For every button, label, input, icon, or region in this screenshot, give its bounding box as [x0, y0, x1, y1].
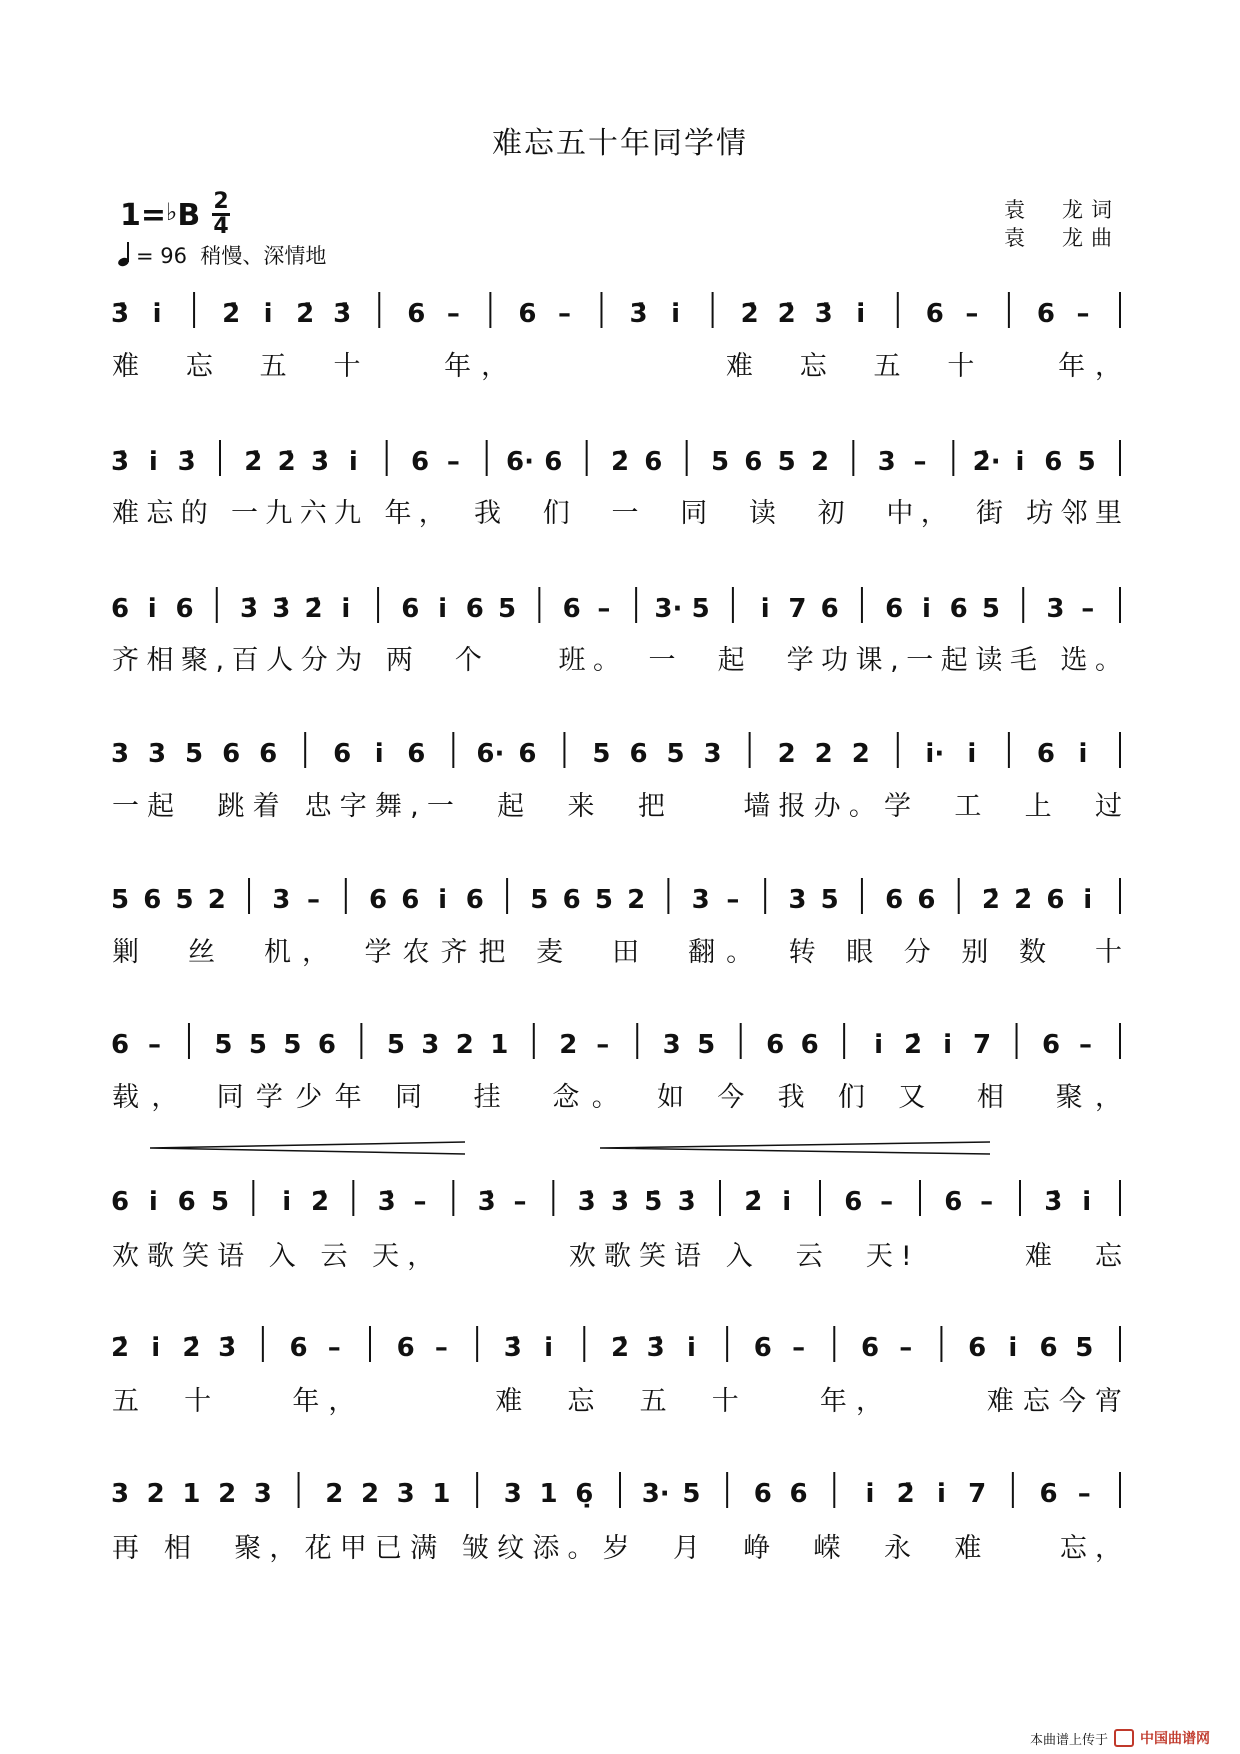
note: 6: [753, 1333, 772, 1363]
lyric-line: 五 十 年， 难 忘 五 十 年， 难忘今宵: [112, 1386, 1122, 1417]
note: 5: [682, 1479, 701, 1509]
note: 2̇·: [972, 447, 1001, 477]
note: –: [965, 299, 979, 329]
note: i̇: [1083, 885, 1093, 915]
note: 1: [182, 1479, 201, 1509]
note: 3·: [641, 1479, 670, 1509]
note: 3̇: [677, 1187, 696, 1217]
note: 6: [1041, 1030, 1061, 1060]
note: 7: [788, 594, 807, 624]
note: i̇: [1082, 1187, 1092, 1217]
note: i̇: [874, 1030, 884, 1060]
note: 6: [110, 1187, 130, 1217]
note: 2̇: [310, 1187, 330, 1217]
note: 3̇: [177, 447, 196, 477]
note: 5: [777, 447, 796, 477]
note: –: [1076, 299, 1090, 329]
note: i̇: [438, 594, 448, 624]
note: 3̇: [814, 299, 833, 329]
note: 5: [691, 594, 710, 624]
note: 5: [530, 885, 549, 915]
note: i̇: [671, 299, 681, 329]
note: 2̇: [1014, 885, 1033, 915]
note: i̇: [348, 447, 358, 477]
note: 6: [860, 1333, 880, 1363]
note: 2: [360, 1479, 380, 1509]
note: 2̇: [744, 1187, 763, 1217]
lyric-line: 难忘的 一九六九 年， 我 们 一 同 读 初 中， 街 坊邻里: [112, 498, 1122, 529]
note: 5: [710, 447, 730, 477]
note: 6: [396, 1333, 415, 1363]
note: –: [557, 299, 571, 329]
note: 3̇: [646, 1333, 665, 1363]
lyric-line: 载， 同学少年 同 挂 念。 如 今 我 们 又 相 聚，: [112, 1082, 1122, 1113]
note: 6: [562, 885, 581, 915]
note: i̇: [151, 1333, 161, 1363]
page-title: 难忘五十年同学情: [492, 126, 748, 161]
note: 5: [666, 739, 685, 769]
note: 6: [885, 594, 904, 624]
note: –: [792, 1333, 806, 1363]
note: 2̇: [110, 1333, 130, 1363]
note: i̇: [865, 1479, 875, 1509]
note: 2̇: [222, 299, 241, 329]
note: –: [434, 1333, 448, 1363]
note: 2: [814, 739, 833, 769]
note: i̇: [341, 594, 351, 624]
note: 3̇: [310, 447, 330, 477]
note: 3̇: [239, 594, 259, 624]
note: 6: [544, 447, 563, 477]
tempo-expression: 稍慢、深情地: [200, 244, 327, 268]
site-name: 中国曲谱网: [1140, 1731, 1210, 1747]
lyric-line: 剿 丝 机， 学农齐把 麦 田 翻。 转 眼 分 别 数 十: [112, 937, 1122, 968]
note: i̇: [856, 299, 866, 329]
note: 6: [766, 1030, 785, 1060]
note: –: [1079, 1030, 1093, 1060]
note: 6: [410, 447, 430, 477]
note: –: [1077, 1479, 1091, 1509]
note: 3̇: [333, 299, 352, 329]
note: i̇: [936, 1479, 946, 1509]
note: i̇: [148, 1187, 158, 1217]
note: –: [980, 1187, 994, 1217]
note: 2: [146, 1479, 165, 1509]
note: 3̇: [1044, 1187, 1063, 1217]
note: 2̇: [610, 1333, 630, 1363]
note: 3: [877, 447, 896, 477]
note: 5: [185, 739, 204, 769]
note: 2: [559, 1030, 578, 1060]
note: –: [327, 1333, 341, 1363]
note: 6: [644, 447, 663, 477]
note: 5: [592, 739, 611, 769]
note: i̇: [760, 594, 770, 624]
note: 5: [498, 594, 517, 624]
note: 5: [110, 885, 130, 915]
note: 6: [175, 594, 194, 624]
note: –: [899, 1333, 913, 1363]
note: 5: [386, 1030, 405, 1060]
note: i̇: [686, 1333, 696, 1363]
lyricist-credit: 袁 龙词: [1004, 198, 1120, 222]
note: 2̇: [296, 299, 315, 329]
note: 5: [283, 1030, 302, 1060]
note: –: [880, 1187, 894, 1217]
note: 3: [662, 1030, 681, 1060]
note: 6: [789, 1479, 808, 1509]
note: 2̇: [610, 447, 630, 477]
note: 5: [210, 1187, 230, 1217]
note: 6: [333, 739, 352, 769]
note: 2̇: [304, 594, 323, 624]
note: 1: [490, 1030, 509, 1060]
note: 3̇: [110, 299, 130, 329]
note: i̇: [148, 447, 158, 477]
note: 3: [788, 885, 807, 915]
note: 2: [851, 739, 870, 769]
note: 5: [248, 1030, 267, 1060]
note: 6: [1039, 1333, 1058, 1363]
note: –: [147, 1030, 161, 1060]
note: –: [726, 885, 740, 915]
note: 6̣: [575, 1479, 594, 1509]
note: –: [1081, 594, 1095, 624]
note: 3̇: [577, 1187, 596, 1217]
note: i̇: [374, 739, 384, 769]
note: 3̇: [477, 1187, 496, 1217]
note: 2̇: [896, 1479, 915, 1509]
note: i̇: [282, 1187, 292, 1217]
note: 6: [407, 299, 426, 329]
note: 6: [949, 594, 968, 624]
note: 3̇: [110, 447, 130, 477]
note: 6: [820, 594, 839, 624]
note: i̇·: [925, 739, 945, 769]
note: 6: [885, 885, 904, 915]
note: 3: [110, 1479, 130, 1509]
note: i̇: [967, 739, 977, 769]
note: 6: [753, 1479, 772, 1509]
note: 6: [917, 885, 936, 915]
note: 3: [1046, 594, 1065, 624]
note: 6: [968, 1333, 987, 1363]
note: 6·: [506, 447, 534, 477]
note: –: [446, 447, 460, 477]
note: 3: [110, 739, 130, 769]
footer: [1030, 1728, 1210, 1748]
flat-sign: ♭: [166, 198, 178, 226]
note: 3̇: [272, 594, 291, 624]
note: –: [307, 885, 321, 915]
note: 3̇: [610, 1187, 630, 1217]
note: 2̇: [277, 447, 296, 477]
hairpin: [150, 1142, 465, 1154]
note: 2: [218, 1479, 237, 1509]
composer-credit: 袁 龙曲: [1004, 226, 1120, 250]
meter-top: 2: [213, 189, 229, 214]
note: 6: [629, 739, 648, 769]
note: 6: [518, 299, 537, 329]
note: i̇: [943, 1030, 953, 1060]
note: 2: [777, 739, 796, 769]
note: 5: [981, 594, 1001, 624]
upload-text: 本曲谱上传于: [1029, 1732, 1108, 1748]
note: 1: [432, 1479, 451, 1509]
note: 3: [253, 1479, 272, 1509]
note: 6: [1036, 299, 1055, 329]
lyric-line: 齐相聚,百人分为 两 个 班。 一 起 学功课,一起读毛 选。: [112, 645, 1122, 676]
note: 6: [407, 739, 426, 769]
lyric-line: 再 相 聚，花甲已满 皱纹添。岁 月 峥 嵘 永 难 忘，: [112, 1533, 1122, 1564]
note: 6: [844, 1187, 863, 1217]
note: 6: [259, 739, 278, 769]
note: 6: [110, 594, 130, 624]
note: 6: [518, 739, 537, 769]
meter-bottom: 4: [213, 214, 229, 239]
note: 7: [973, 1030, 992, 1060]
note: 2: [627, 885, 646, 915]
note: 6: [317, 1030, 336, 1060]
note: 6: [465, 885, 484, 915]
note: i̇: [1078, 739, 1088, 769]
note: 6: [465, 594, 484, 624]
note: 5: [697, 1030, 716, 1060]
note: 6: [1039, 1479, 1058, 1509]
lyric-line: 难 忘 五 十 年， 难 忘 五 十 年，: [112, 351, 1122, 382]
note: 6: [369, 885, 388, 915]
note: –: [446, 299, 460, 329]
note: 6·: [476, 739, 505, 769]
note: –: [513, 1187, 527, 1217]
note: i̇: [438, 885, 448, 915]
note: 6: [177, 1187, 196, 1217]
note: –: [913, 447, 927, 477]
note: 3: [272, 885, 291, 915]
note: 6: [744, 447, 763, 477]
note: 3: [503, 1479, 522, 1509]
note: 5: [1077, 447, 1096, 477]
note: i̇: [1015, 447, 1025, 477]
note: 2̇: [182, 1333, 201, 1363]
note: 2: [207, 885, 226, 915]
note: 7: [968, 1479, 987, 1509]
note: 6: [800, 1030, 819, 1060]
note: 5: [820, 885, 839, 915]
note: 5̇: [644, 1187, 663, 1217]
note: 3: [703, 739, 722, 769]
note: 3̇: [629, 299, 648, 329]
note: 6: [143, 885, 162, 915]
note: i̇: [921, 594, 931, 624]
note: 2̇: [777, 299, 796, 329]
note: 2̇: [244, 447, 263, 477]
note: 3̇: [218, 1333, 237, 1363]
note: –: [596, 1030, 610, 1060]
note: i̇: [152, 299, 162, 329]
note: 1: [539, 1479, 558, 1509]
note: 6: [1036, 739, 1055, 769]
note: i̇: [263, 299, 273, 329]
note: 5: [594, 885, 613, 915]
note: 3: [396, 1479, 415, 1509]
note: 6: [289, 1333, 308, 1363]
tempo-value: = 96: [136, 244, 187, 268]
note: 2̇: [981, 885, 1001, 915]
note: 6: [1046, 885, 1065, 915]
note: i̇: [544, 1333, 554, 1363]
lyric-line: 欢歌笑语 入 云 天， 欢歌笑语 入 云 天! 难 忘: [112, 1241, 1122, 1272]
note: 2: [810, 447, 830, 477]
hairpin: [600, 1142, 990, 1154]
note: 6: [944, 1187, 963, 1217]
note: 3̇: [377, 1187, 396, 1217]
note: 6: [110, 1030, 130, 1060]
lyric-line: 一起 跳着 忠字舞,一 起 来 把 墙报办。学 工 上 过: [112, 791, 1122, 822]
note: i̇: [782, 1187, 792, 1217]
note: 3: [147, 739, 167, 769]
note: 5: [214, 1030, 233, 1060]
note: 6: [562, 594, 581, 624]
note: –: [413, 1187, 427, 1217]
note: –: [597, 594, 611, 624]
note: 6: [222, 739, 241, 769]
note: 2̇: [904, 1030, 923, 1060]
note: 2̇: [740, 299, 759, 329]
note: 6: [401, 885, 420, 915]
note: i̇: [147, 594, 157, 624]
note: 3·: [654, 594, 683, 624]
note: 6: [1044, 447, 1063, 477]
key-prefix: 1=: [120, 198, 167, 233]
key-note: B: [177, 198, 201, 233]
note: 6: [401, 594, 420, 624]
note: 3̇: [503, 1333, 522, 1363]
note: 3: [691, 885, 710, 915]
note: 6: [925, 299, 944, 329]
note: 5: [1075, 1333, 1094, 1363]
note: 2: [455, 1030, 474, 1060]
note: 2: [325, 1479, 344, 1509]
note: 5: [175, 885, 194, 915]
note: i̇: [1008, 1333, 1018, 1363]
site-logo-icon: [1114, 1729, 1134, 1747]
note: 3: [421, 1030, 440, 1060]
